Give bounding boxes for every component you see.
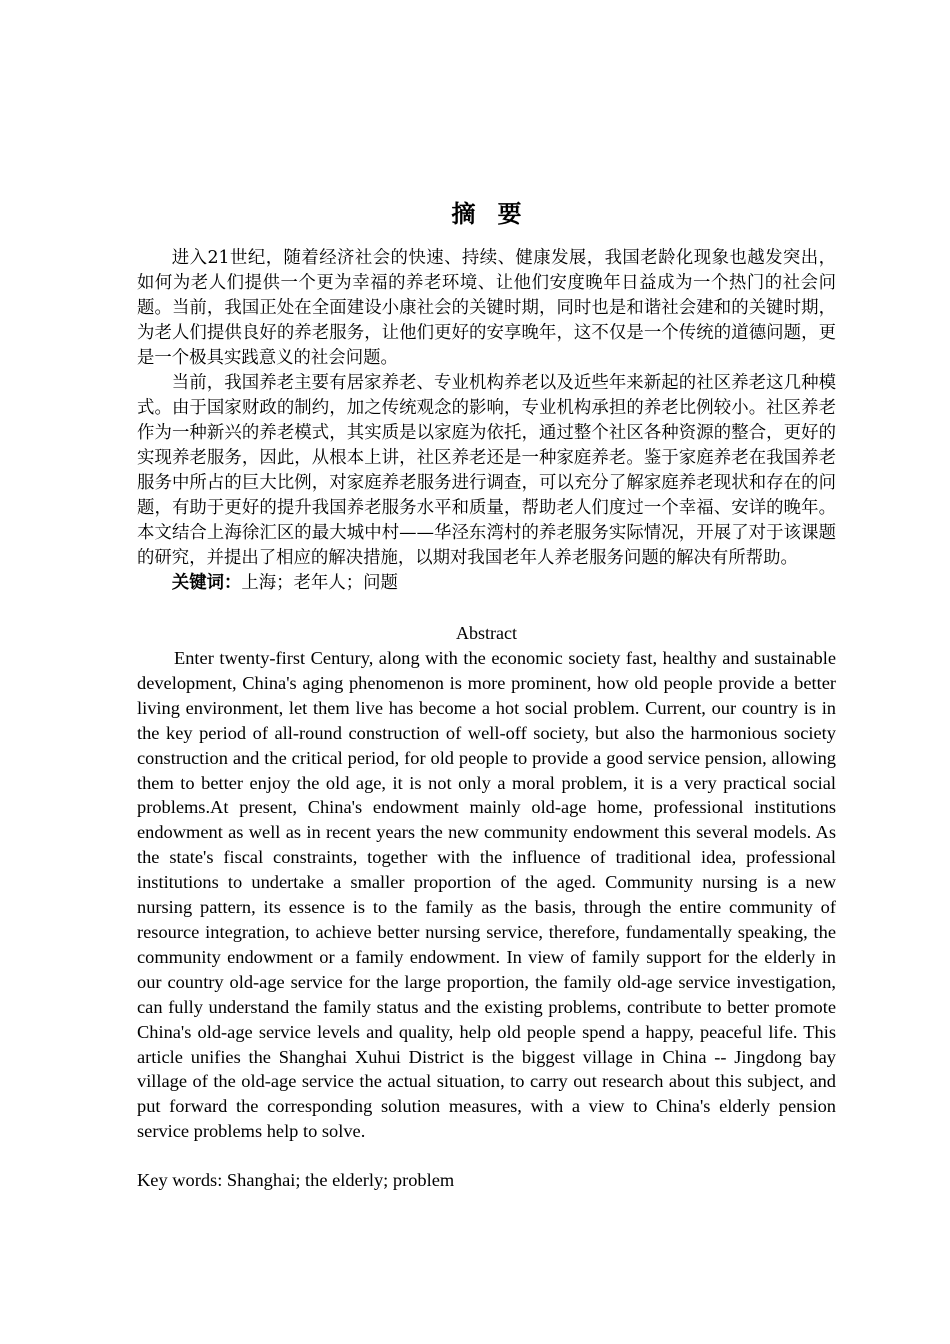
chinese-abstract-paragraph-2: 当前，我国养老主要有居家养老、专业机构养老以及近些年来新起的社区养老这几种模式。由于国家财政的制约，加之传统观念的影响，专业机构承担的养老比例较小。社区养老作为一种新兴的养老模式，其实质是以家庭为依托，通过整个社区各种资源的整合，更好的实现养老服务，因此，从根本上讲，社区养老还是一种家庭养老。鉴于家庭养老在我国养老服务中所占的巨大比例，对家庭养老服务进行调查，可以充分了解家庭养老现状和存在的问题，有助于更好的提升我国养老服务水平和质量，帮助老人们度过一个幸福、安详的晚年。本文结合上海徐汇区的最大城中村——华泾东湾村的养老服务实际情况，开展了对于该课题的研究，并提出了相应的解决措施，以期对我国老年人养老服务问题的解决有所帮助。 — [137, 373, 836, 568]
chinese-keywords — [137, 571, 836, 596]
english-keywords: Key words: Shanghai; the elderly; problem — [137, 1170, 455, 1190]
chinese-abstract-body — [137, 246, 836, 596]
chinese-abstract-paragraph-1: 进入21世纪，随着经济社会的快速、持续、健康发展，我国老龄化现象也越发突出，如何为老人们提供一个更为幸福的养老环境、让他们安度晚年日益成为一个热门的社会问题。当前，我国正处在全面建设小康社会的关键时期，同时也是和谐社会建和的关键时期，为老人们提供良好的养老服务，让他们更好的安享晚年，这不仅是一个传统的道德问题，更是一个极具实践意义的社会问题。 — [137, 248, 836, 368]
chinese-keywords-text: 上海；老年人；问题 — [241, 573, 398, 593]
english-abstract-paragraph: Enter twenty-first Century, along with the economic society fast, healthy and sustainable development, China's aging phenomenon is more prominent, how old people provide a better living environment, let them live has become a hot social problem. Current, our country is in the key period of all-round construction of well-off society, but also the harmonious society construction and the critical period, for old people to provide a good service pension, allowing them to better enjoy the old age, it is not only a moral problem, it is a very practical social problems.At present, China's endowment mainly old-age home, professional institutions endowment as well as in recent years the new community endowment this several models. As the state's fiscal constraints, together with the influence of traditional idea, professional institutions to undertake a smaller proportion of the aged. Community nursing is a new nursing pattern, its essence is to the family as the basis, through the entire community of resource integration, to achieve better nursing service, therefore, fundamentally speaking, the community endowment or a family endowment. In view of family support for the elderly in our country old-age service for the large proportion, the family old-age service investigation, can fully understand the family status and the existing problems, contribute to better promote China's old-age service levels and quality, help old people spend a happy, peaceful life. This article unifies the Shanghai Xuhui District is the biggest village in China -- Jingdong bay village of the old-age service the actual situation, to carry out research about this subject, and put forward the corresponding solution measures, with a view to China's elderly pension service problems help to solve. — [137, 648, 836, 1142]
chinese-abstract-title: 摘要 — [451, 200, 544, 229]
english-abstract-body — [137, 646, 836, 1144]
chinese-keywords-label: 关键词： — [171, 573, 242, 593]
english-abstract-title: Abstract — [456, 623, 517, 643]
